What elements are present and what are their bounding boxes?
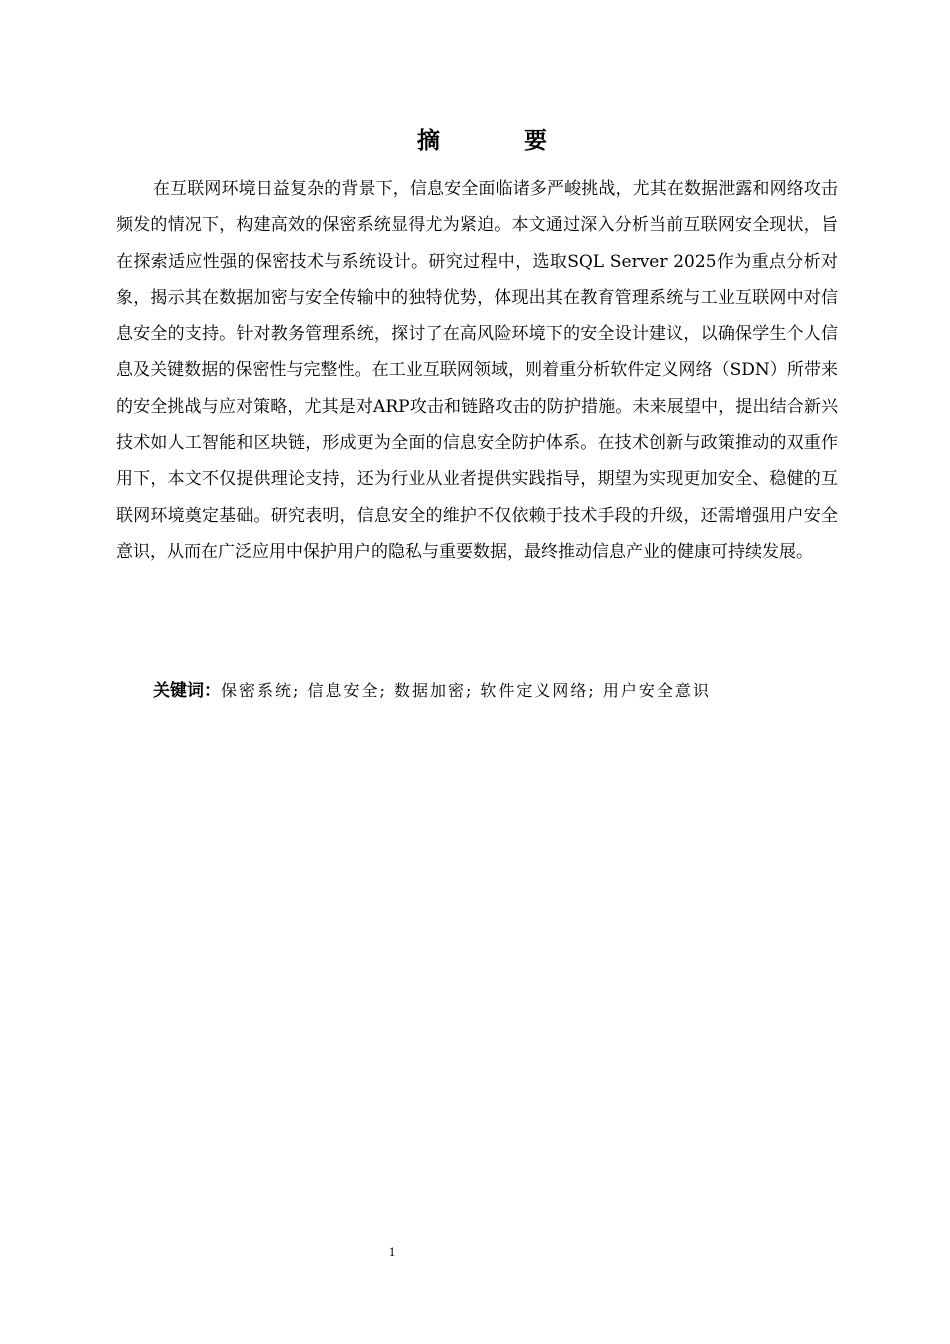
keywords-list: 保密系统; 信息安全; 数据加密; 软件定义网络; 用户安全意识: [221, 681, 711, 700]
keywords-label: 关键词：: [153, 681, 221, 701]
keywords-line: [153, 674, 853, 709]
abstract-body: 在互联网环境日益复杂的背景下，信息安全面临诸多严峻挑战，尤其在数据泄露和网络攻击频发的情况下，构建高效的保密系统显得尤为紧迫。本文通过深入分析当前互联网安全现状，旨在探索适应性强的保密技术与系统设计。研究过程中，选取SQL Server 2025作为重点分析对象，揭示其在数据加密与安全传输中的独特优势，体现出其在教育管理系统与工业互联网中对信息安全的支持。针对教务管理系统，探讨了在高风险环境下的安全设计建议，以确保学生个人信息及关键数据的保密性与完整性。在工业互联网领域，则着重分析软件定义网络（SDN）所带来的安全挑战与应对策略，尤其是对ARP攻击和链路攻击的防护措施。未来展望中，提出结合新兴技术如人工智能和区块链，形成更为全面的信息安全防护体系。在技术创新与政策推动的双重作用下，本文不仅提供理论支持，还为行业从业者提供实践指导，期望为实现更加安全、稳健的互联网环境奠定基础。研究表明，信息安全的维护不仅依赖于技术手段的升级，还需增强用户安全意识，从而在广泛应用中保护用户的隐私与重要数据，最终推动信息产业的健康可持续发展。: [116, 179, 838, 562]
abstract-title: 摘 要: [416, 128, 585, 154]
page-number: 1: [388, 1244, 396, 1259]
